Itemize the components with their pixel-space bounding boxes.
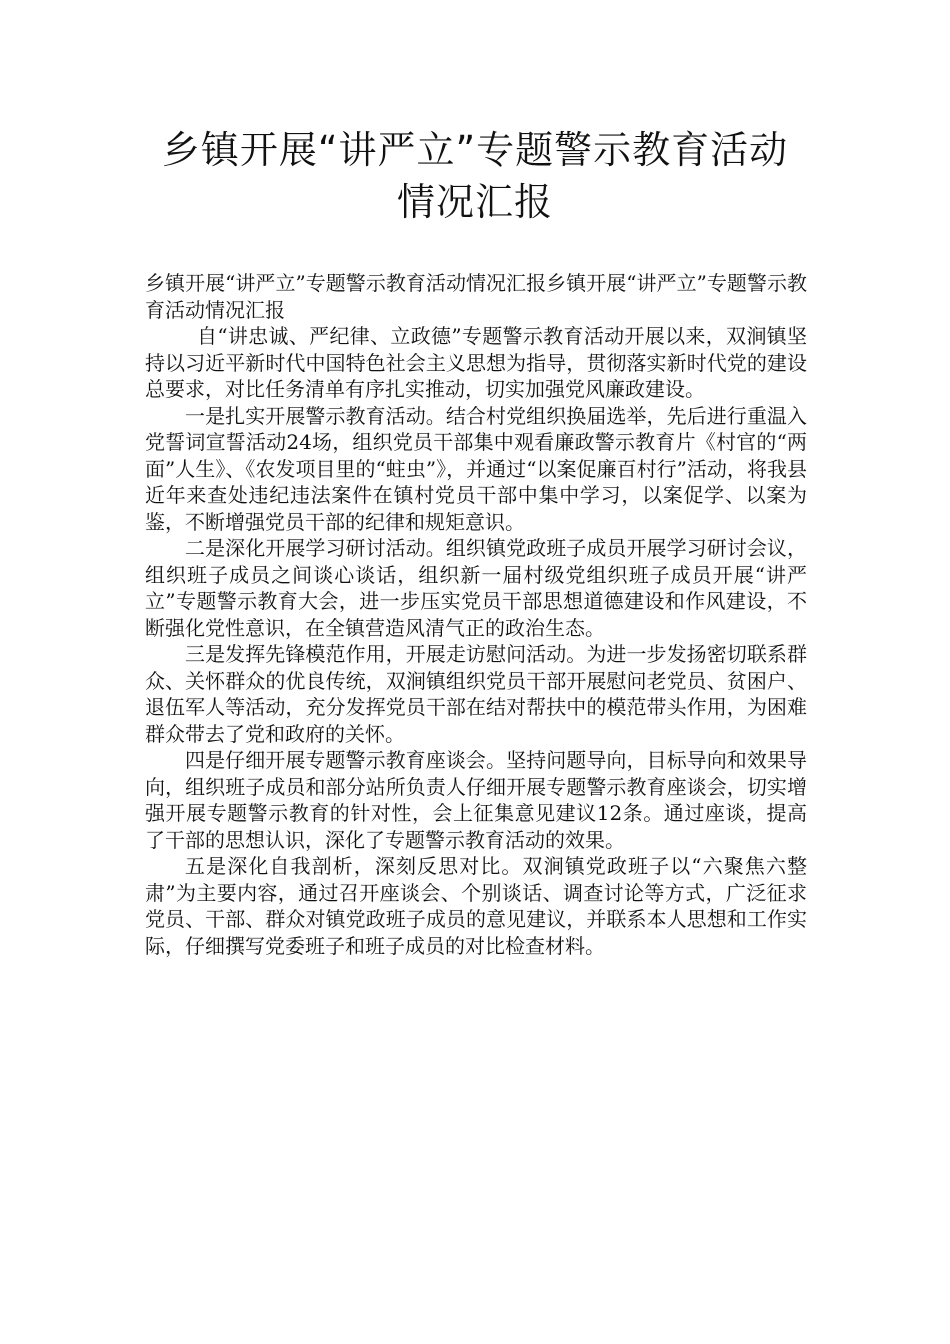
paragraph-heading-repeat: 乡镇开展“讲严立”专题警示教育活动情况汇报乡镇开展“讲严立”专题警示教育活动情况汇报: [145, 271, 807, 322]
document-body: [145, 270, 807, 959]
paragraph-point-4: 四是仔细开展专题警示教育座谈会。坚持问题导向，目标导向和效果导向，组织班子成员和部分站所负责人仔细开展专题警示教育座谈会，切实增强开展专题警示教育的针对性，会上征集意见建议12条。通过座谈，提高了干部的思想认识，深化了专题警示教育活动的效果。: [145, 748, 807, 852]
paragraph-point-5: 五是深化自我剖析，深刻反思对比。双涧镇党政班子以“六聚焦六整肃”为主要内容，通过召开座谈会、个别谈话、调查讨论等方式，广泛征求党员、干部、群众对镇党政班子成员的意见建议，并联系本人思想和工作实际，仔细撰写党委班子和班子成员的对比检查材料。: [145, 854, 807, 958]
document-title: [100, 124, 850, 228]
paragraph-point-1: 一是扎实开展警示教育活动。结合村党组织换届选举，先后进行重温入党誓词宣誓活动24场，组织党员干部集中观看廉政警示教育片《村官的“两面”人生》、《农发项目里的“蛀虫”》，并通过“以案促廉百村行”活动，将我县近年来查处违纪违法案件在镇村党员干部中集中学习，以案促学、以案为鉴，不断增强党员干部的纪律和规矩意识。: [145, 403, 807, 534]
paragraph-point-2: 二是深化开展学习研讨活动。组织镇党政班子成员开展学习研讨会议，组织班子成员之间谈心谈话，组织新一届村级党组织班子成员开展“讲严立”专题警示教育大会，进一步压实党员干部思想道德建设和作风建设，不断强化党性意识，在全镇营造风清气正的政治生态。: [145, 536, 807, 640]
document-title-line-2: 情况汇报: [396, 180, 553, 224]
paragraph-point-3: 三是发挥先锋模范作用，开展走访慰问活动。为进一步发扬密切联系群众、关怀群众的优良传统，双涧镇组织党员干部开展慰问老党员、贫困户、退伍军人等活动，充分发挥党员干部在结对帮扶中的模范带头作用，为困难群众带去了党和政府的关怀。: [145, 642, 807, 746]
document-title-line-1: 乡镇开展“讲严立”专题警示教育活动: [161, 128, 789, 172]
paragraph-intro: 自“讲忠诚、严纪律、立政德”专题警示教育活动开展以来，双涧镇坚持以习近平新时代中国特色社会主义思想为指导，贯彻落实新时代党的建设总要求，对比任务清单有序扎实推动，切实加强党风廉政建设。: [145, 324, 807, 401]
